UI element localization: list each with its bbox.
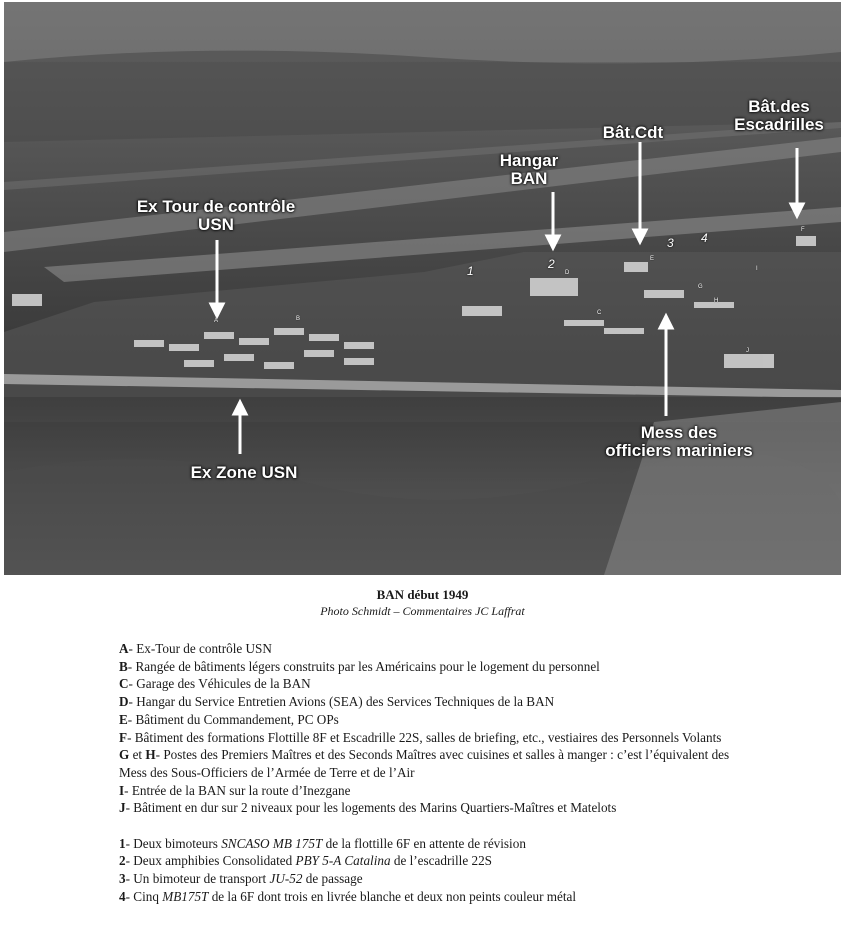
legend-key: B (119, 658, 128, 674)
photo-letter-H: H (714, 298, 719, 304)
photo-letter-D: D (565, 270, 570, 276)
legend-spacer (119, 817, 741, 835)
legend-text: de la 6F dont trois en livrée blanche et deux non peints couleur métal (208, 888, 577, 904)
label-ex-zone-text: Ex Zone USN (190, 463, 298, 482)
legend-number-item (119, 870, 741, 888)
legend-text: - Cinq (125, 888, 163, 904)
legend-text: de l’escadrille 22S (390, 853, 492, 869)
label-ex-zone-usn (174, 464, 314, 482)
legend-text: - Deux bimoteurs (125, 835, 222, 851)
legend-number-item (119, 835, 741, 853)
label-bat-escadrilles (719, 98, 839, 134)
legend-text: - Garage des Véhicules de la BAN (128, 676, 311, 692)
legend-key: 2 (119, 853, 126, 869)
legend-key: D (119, 694, 129, 710)
legend-key: C (119, 676, 129, 692)
legend-letter-item (119, 675, 741, 693)
legend-key-joiner: et (129, 747, 146, 763)
legend-text: de passage (302, 871, 363, 887)
legend-text: - Bâtiment du Commandement, PC OPs (127, 711, 339, 727)
legend (119, 640, 741, 906)
legend-aircraft-type: JU-52 (269, 871, 303, 887)
photo-letter-I: I (756, 266, 758, 272)
photo-letter-F: F (801, 227, 805, 233)
legend-letters (119, 640, 741, 817)
label-mess-officiers (594, 424, 764, 460)
legend-key: E (119, 711, 128, 727)
legend-text: - Ex-Tour de contrôle USN (128, 641, 272, 656)
label-bat-cdt-text: Bât.Cdt (602, 123, 664, 142)
legend-key: 4 (119, 888, 126, 904)
legend-key: A (119, 641, 129, 656)
photo-number-1: 1 (467, 264, 474, 278)
photo-number-4: 4 (701, 231, 708, 245)
legend-letter-item (119, 693, 741, 711)
label-bat-cdt (588, 124, 678, 142)
label-hangar-ban-text: Hangar BAN (499, 151, 559, 188)
legend-text: - Entrée de la BAN sur la route d’Inezgane (124, 782, 351, 798)
legend-numbers (119, 835, 741, 906)
photo-letter-C: C (597, 310, 602, 316)
legend-key: F (119, 729, 128, 745)
legend-number-item (119, 888, 741, 906)
caption-title: BAN début 1949 (376, 587, 469, 602)
legend-aircraft-type: PBY 5-A Catalina (295, 853, 391, 869)
legend-key: H (145, 747, 156, 763)
photo-letter-B: B (296, 316, 301, 322)
label-ex-tour-controle (116, 198, 316, 234)
legend-text: - Rangée de bâtiments légers construits par les Américains pour le logement du personnel (127, 658, 600, 674)
label-hangar-ban (494, 152, 564, 188)
legend-letter-item (119, 658, 741, 676)
photo-letter-E: E (650, 256, 655, 262)
legend-key: I (119, 782, 125, 798)
photo-number-3: 3 (667, 236, 674, 250)
legend-letter-item (119, 729, 741, 747)
legend-text: - Hangar du Service Entretien Avions (SEA) des Services Techniques de la BAN (128, 694, 555, 710)
legend-text: - Bâtiment en dur sur 2 niveaux pour les logements des Marins Quartiers-Maîtres et Matelots (125, 800, 617, 816)
legend-number-item (119, 852, 741, 870)
label-ex-tour-text: Ex Tour de contrôle USN (136, 197, 296, 234)
caption-credit: Photo Schmidt – Commentaires JC Laffrat (320, 604, 525, 618)
label-bat-escadrilles-text: Bât.des Escadrilles (734, 97, 824, 134)
legend-letter-item (119, 640, 741, 658)
legend-text: - Deux amphibies Consolidated (125, 853, 296, 869)
legend-text: - Un bimoteur de transport (125, 871, 270, 887)
legend-key: J (119, 800, 126, 816)
legend-key: G (119, 747, 130, 763)
photo-letter-G: G (698, 284, 703, 290)
legend-letter-item (119, 711, 741, 729)
legend-text: - Bâtiment des formations Flottille 8F et Escadrille 22S, salles de briefing, etc., vestiaires des Personnels Volants (127, 729, 722, 745)
photo-number-2: 2 (548, 257, 555, 271)
legend-key: 1 (119, 835, 126, 851)
legend-aircraft-type: MB175T (162, 888, 209, 904)
legend-aircraft-type: SNCASO MB 175T (221, 835, 323, 851)
legend-letter-item (119, 782, 741, 800)
aerial-photo-drawing (4, 2, 841, 575)
legend-text: de la flottille 6F en attente de révision (322, 835, 526, 851)
label-mess-text: Mess des officiers mariniers (605, 423, 753, 460)
legend-letter-item (119, 799, 741, 817)
legend-text: - Postes des Premiers Maîtres et des Seconds Maîtres avec cuisines et salles à manger : c’est l’équivalent des Mess des Sous-Officiers de l’Armée de Terre et de l’Air (119, 747, 730, 780)
photo-letter-A: A (214, 318, 219, 324)
photo-letter-J: J (746, 348, 749, 354)
aerial-photo (4, 2, 841, 575)
legend-letter-item (119, 746, 741, 781)
legend-key: 3 (119, 871, 126, 887)
